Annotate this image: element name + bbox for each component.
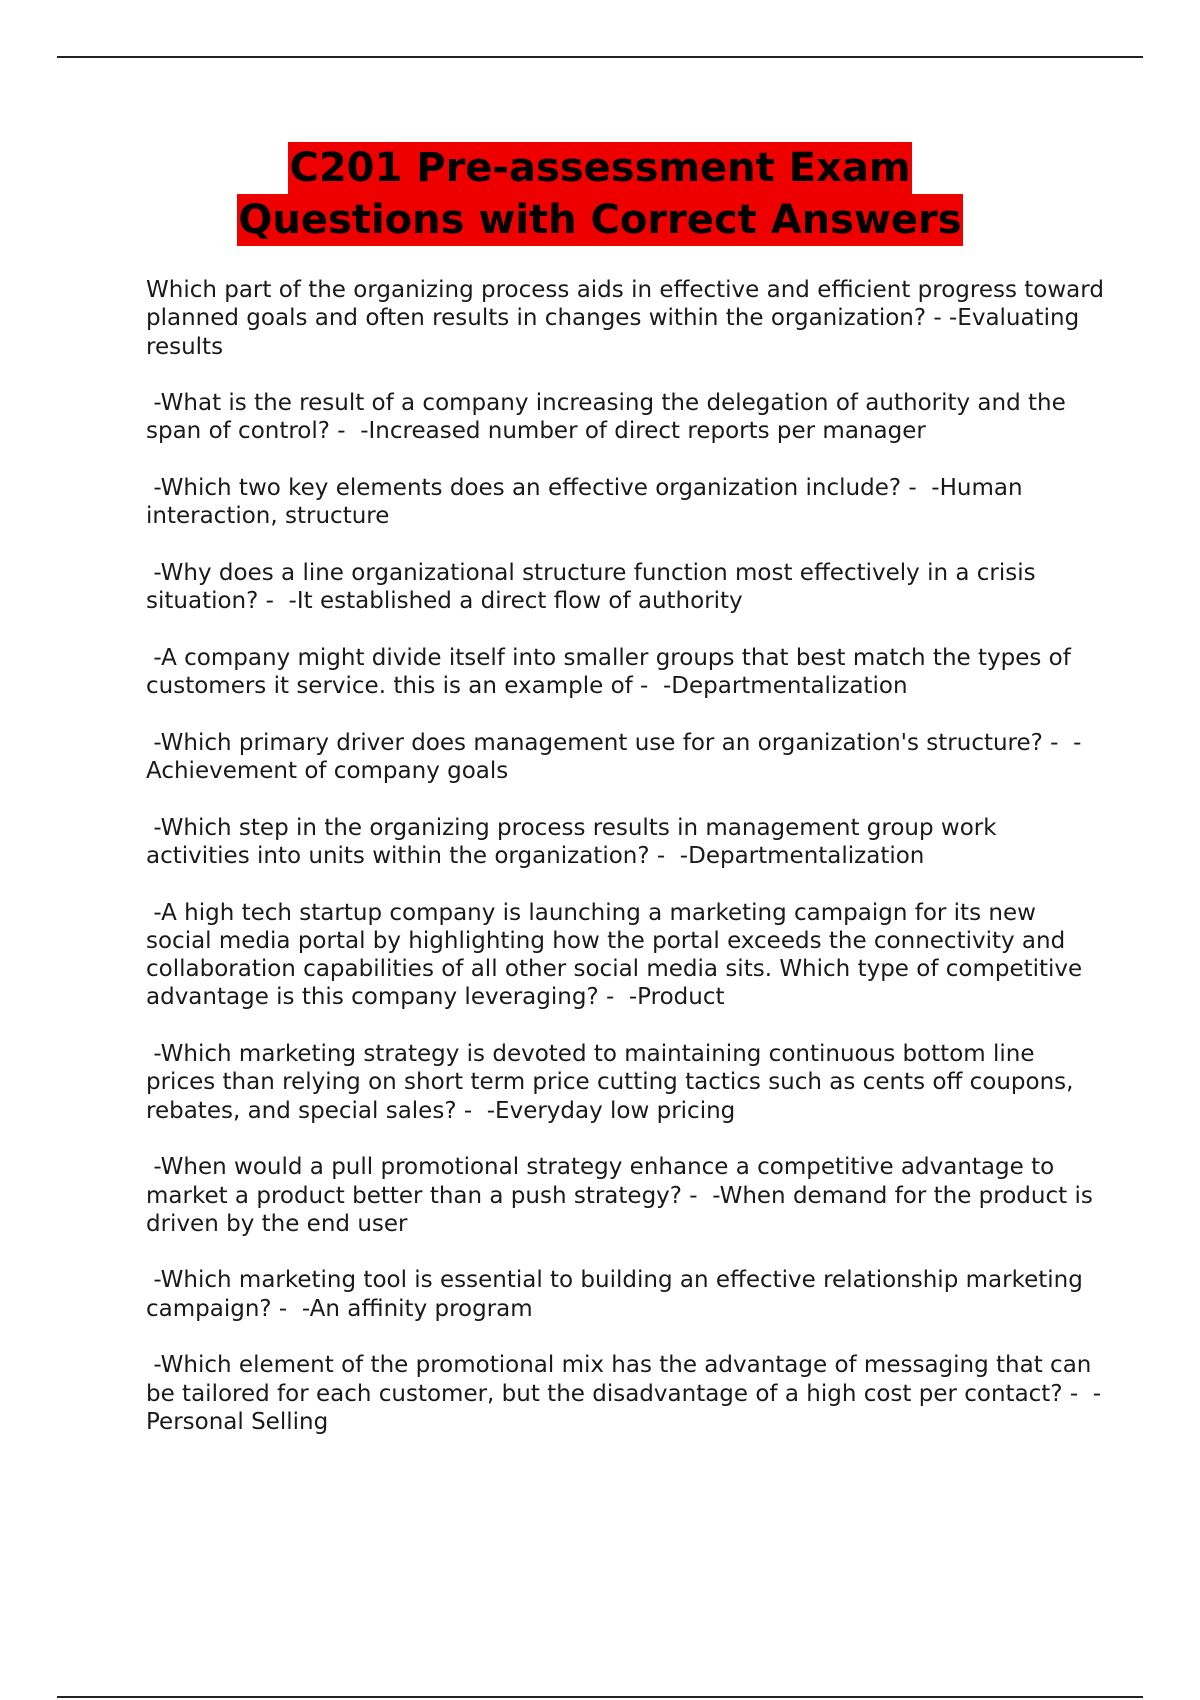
- bottom-rule: [57, 1696, 1143, 1698]
- top-rule: [57, 56, 1143, 58]
- qa-item: -Which marketing tool is essential to building an effective relationship marketing campaign? - -An affinity program: [146, 1267, 1091, 1322]
- title-line-1: C201 Pre-assessment Exam: [288, 142, 911, 194]
- qa-item: -A high tech startup company is launching a marketing campaign for its new social media portal by highlighting how the portal exceeds the connectivity and collaboration capabilities of all other social media sits. Which type of competitive advantage is this company leveraging? - -Product: [146, 899, 1090, 1011]
- qa-item: Which part of the organizing process aids in effective and efficient progress toward planned goals and often results in changes within the organization? - -Evaluating results: [146, 277, 1112, 360]
- qa-item: -Which two key elements does an effective organization include? - -Human interaction, structure: [146, 475, 1030, 530]
- qa-list: [146, 276, 1112, 1464]
- qa-item: -A company might divide itself into smaller groups that best match the types of customers it service. this is an example of - -Departmentalization: [146, 644, 1079, 700]
- qa-item: -Why does a line organizational structure function most effectively in a crisis situation? - -It established a direct flow of authority: [146, 559, 1043, 615]
- qa-item: -Which step in the organizing process results in management group work activities into units within the organization? - -Departmentalization: [146, 814, 1004, 869]
- title-line-2: Questions with Correct Answers: [237, 194, 962, 246]
- document-title: [0, 142, 1200, 246]
- qa-item: -What is the result of a company increasing the delegation of authority and the span of control? - -Increased number of direct reports per manager: [146, 390, 1074, 445]
- qa-item: -Which marketing strategy is devoted to maintaining continuous bottom line prices than relying on short term price cutting tactics such as cents off coupons, rebates, and special sales? - -Everyday low pricing: [146, 1041, 1081, 1124]
- qa-item: -Which element of the promotional mix has the advantage of messaging that can be tailored for each customer, but the disadvantage of a high cost per contact? - -Personal Selling: [146, 1352, 1102, 1435]
- qa-item: -When would a pull promotional strategy enhance a competitive advantage to market a product better than a push strategy? - -When demand for the product is driven by the end user: [146, 1154, 1101, 1237]
- qa-item: -Which primary driver does management use for an organization's structure? - -Achievement of company goals: [146, 729, 1082, 785]
